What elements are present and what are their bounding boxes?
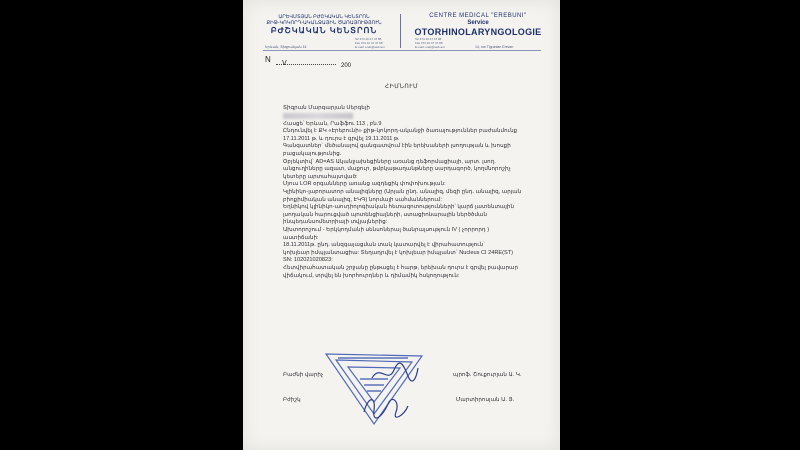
- letterhead-left: [265, 14, 383, 35]
- body-line: Հասցե՝ Երևան, Րաֆֆու 113 , բն.9: [283, 120, 382, 127]
- redaction-blur: [283, 113, 353, 119]
- body-line: լսողական հարուցված պոտենցիալների, ստացիոնարային ներծծման: [283, 211, 488, 218]
- letterhead-divider: [400, 14, 401, 48]
- body-line: Կլինիկո-լաբորատոր անալիզները (Արյան ընդ. անալիզ, մեզի ընդ. անալիզ, արյան: [283, 189, 522, 196]
- letterhead-left-line2: ՔԻԹ-ԿՈԿՈՐԴ-ԱԿԱՆՋԱՅԻՆ ԾԱՌԱՅՈՒԹՅՈՒՆ: [266, 20, 382, 26]
- body-line: աստիճանի:: [283, 234, 319, 241]
- handwritten-signature-head: [370, 362, 420, 384]
- body-line: Գանգատներ` մեծանալով գանգատվում էին երեխաների լսողության և խոսքի: [283, 143, 511, 150]
- letterhead-right: [413, 13, 543, 37]
- letterhead-right-line1: CENTRE MEDICAL "EREBUNI": [429, 13, 527, 19]
- address-right: 14, rue Tigranian Erevan: [475, 45, 514, 49]
- body-line: բիոքիմիական անալիզ, ԷԿԳ) նորմայի սահմաններում:: [283, 196, 442, 203]
- body-line: Օբյեկտիվ` AD=AS Ականջախեցիները առանց դեֆորմացիայի, արտ. լսող.: [283, 158, 496, 165]
- head-of-department-name: պրոֆ. Շուքուրյան Ա. Կ.: [453, 372, 522, 378]
- body-line: կետերը արտահայտված:: [283, 173, 358, 180]
- body-line: բացակայությունից.: [283, 151, 342, 158]
- contacts-left: Tel 374 10 47 47 88 Fax 374 10 47 47 88 E-mail: ereb@web.am: [355, 37, 385, 49]
- head-of-department-label: Բաժնի վարիչ: [283, 372, 324, 378]
- body-line: Եղնիկով կլինիկո-աուդիոլոգիական հետազոտությունների՝ կարճ լատենտային: [283, 204, 514, 211]
- body-line: 18.11.2011թ. ընդ. անզգայացման տակ կատարվել է վիրահատություն`: [283, 242, 486, 249]
- body-line: կոխլեար իմպլանտացիա: Տեղադրվել է կոխլեար իմպլանտ` Nucleus CI 24RE(ST): [283, 249, 513, 256]
- doctor-name: Մարտիրոսյան Ա. Յ.: [456, 397, 515, 403]
- letterhead-right-line3: OTORHINOLARYNGOLOGIE: [414, 27, 542, 37]
- body-line: Տիգրան Մարգարյան Սերգեյի: [283, 105, 370, 111]
- body-line: Մյուս LOR օրգանները առանց ազդեցիկ փոփոխության:: [283, 181, 446, 188]
- body-line: անցուղիները ազատ, մաքուր, թմբկաթաղանթները սարդագործ, կողմնորոշիչ: [283, 166, 511, 173]
- ref-number-line: [276, 64, 336, 65]
- body-line: ինպեդանսոմետրիայի տվյալներից:: [283, 219, 388, 226]
- body-line: SN: 102021020823:: [283, 257, 333, 264]
- letterhead-left-line1: ԱՐԵՎՄՏՅԱՆ ԲԺՇԿԱԿԱՆ ԿԵՆՏՐՈՆ: [278, 14, 370, 20]
- letterhead-right-line2: Service: [467, 20, 489, 26]
- letterhead-left-line3: ԲԺՇԿԱԿԱՆ ԿԵՆՏՐՈՆ: [270, 26, 378, 35]
- body-line: Հետվիրահատական շրջանը ընթացել է հարթ, երեխան դուրս է գրվել բավարար: [283, 264, 519, 271]
- body-line: Ընդունվել է ՔԿ «Էրեբունի» քիթ-կոկորդ-ականջի ծառայություններ բաժանմունք: [283, 128, 518, 135]
- address-left: Երևան, Տիգրանյան 14: [265, 45, 307, 49]
- body-line: Ախտորոշում - Երկկողմանի սենսոներալ ծանրալսություն IV ( չորրորդ ): [283, 226, 490, 233]
- ref-year: 200: [341, 63, 352, 69]
- document-body: [283, 105, 533, 280]
- body-line: 17.11.2011 թ. և դուրս է գրվել 19.11.2011 թ.: [283, 135, 400, 142]
- ref-number-value: V: [282, 60, 287, 67]
- handwritten-signature-doctor: [360, 392, 410, 420]
- body-line: վիճակում, տրվել են խորհուրդներ և դիմամիկ հսկողություն:: [283, 272, 460, 279]
- redacted-line: [283, 113, 533, 121]
- ref-number-label: N: [265, 55, 271, 64]
- letterhead-rule: [263, 50, 541, 51]
- contacts-right: Tel 374 10 47 47 88 Fax 374 10 47 47 88 E-mail: ereb@web.am: [415, 37, 445, 49]
- document-title: ՀԻՄՆՈՒՄ: [384, 84, 419, 90]
- doctor-label: Բժիշկ: [283, 397, 301, 403]
